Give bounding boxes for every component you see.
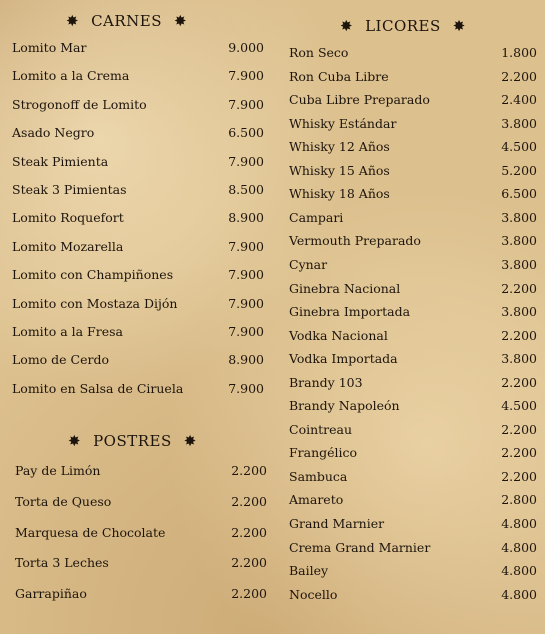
- menu-item-price: 7.900: [228, 96, 264, 112]
- carnes-title: CARNES: [91, 12, 163, 30]
- menu-item-price: 4.500: [501, 398, 537, 414]
- menu-item-name: Asado Negro: [12, 125, 95, 141]
- menu-item-row: [15, 555, 267, 570]
- menu-item-name: Pay de Limón: [15, 463, 101, 478]
- menu-item-name: Whisky 18 Años: [289, 186, 390, 202]
- menu-item-row: [289, 116, 537, 131]
- menu-item-name: Cuba Libre Preparado: [289, 92, 430, 108]
- menu-item-name: Amareto: [289, 492, 344, 508]
- menu-item-price: 2.200: [501, 421, 537, 437]
- menu-item-name: Lomito con Mostaza Dijón: [12, 295, 178, 311]
- menu-item-price: 3.800: [501, 233, 537, 249]
- menu-item-name: Vodka Nacional: [289, 327, 388, 343]
- menu-item-name: Brandy Napoleón: [289, 398, 400, 414]
- menu-item-row: [12, 210, 264, 225]
- menu-item-name: Cointreau: [289, 421, 353, 437]
- menu-item-price: 4.800: [501, 563, 537, 579]
- menu-item-price: 2.800: [501, 492, 537, 508]
- menu-item-row: [289, 351, 537, 366]
- menu-item-price: 4.800: [501, 586, 537, 602]
- menu-item-name: Lomo de Cerdo: [12, 352, 110, 368]
- menu-item-name: Vermouth Preparado: [289, 233, 421, 249]
- menu-item-row: [289, 304, 537, 319]
- menu-item-price: 8.500: [228, 182, 264, 197]
- menu-item-name: Whisky 15 Años: [289, 162, 390, 178]
- menu-item-price: 7.900: [228, 153, 264, 169]
- menu-item-row: [12, 267, 264, 282]
- menu-item-name: Lomito Mozarella: [12, 238, 124, 254]
- menu-item-price: 2.200: [231, 586, 267, 602]
- menu-item-row: [15, 463, 267, 478]
- menu-item-price: 4.800: [501, 539, 537, 555]
- menu-item-name: Crema Grand Marnier: [289, 539, 431, 555]
- menu-item-price: 7.900: [228, 324, 264, 339]
- licores-heading: [340, 17, 466, 35]
- menu-item-price: 2.400: [501, 92, 537, 108]
- postres-title: POSTRES: [93, 432, 172, 450]
- menu-item-price: 1.800: [501, 45, 537, 60]
- menu-item-name: Ron Seco: [289, 45, 349, 60]
- asterisk-ornament-icon: ✸: [452, 16, 466, 35]
- menu-item-row: [289, 233, 537, 248]
- asterisk-ornament-icon: ✸: [174, 11, 188, 30]
- menu-item-row: [12, 239, 264, 254]
- menu-item-name: Marquesa de Chocolate: [15, 524, 166, 540]
- menu-item-row: [289, 563, 537, 578]
- menu-item-row: [12, 68, 264, 83]
- menu-item-price: 7.900: [228, 380, 264, 396]
- menu-item-price: 7.900: [228, 68, 264, 84]
- menu-item-row: [12, 40, 264, 55]
- menu-item-row: [15, 494, 267, 509]
- menu-item-name: Steak 3 Pimientas: [12, 182, 127, 197]
- menu-item-row: [289, 398, 537, 413]
- menu-item-row: [289, 469, 537, 484]
- menu-item-name: Strogonoff de Lomito: [12, 96, 147, 112]
- menu-item-name: Frangélico: [289, 445, 358, 461]
- menu-item-price: 7.900: [228, 238, 264, 254]
- menu-item-row: [289, 257, 537, 272]
- menu-item-row: [289, 210, 537, 225]
- menu-item-row: [289, 516, 537, 531]
- menu-item-row: [289, 375, 537, 390]
- menu-item-price: 2.200: [501, 280, 537, 296]
- menu-item-row: [12, 125, 264, 140]
- menu-item-price: 7.900: [228, 267, 264, 283]
- asterisk-ornament-icon: ✸: [66, 11, 80, 30]
- menu-item-name: Ginebra Importada: [289, 304, 411, 320]
- menu-item-name: Whisky 12 Años: [289, 139, 390, 155]
- asterisk-ornament-icon: ✸: [340, 16, 354, 35]
- carnes-heading: [66, 12, 187, 30]
- menu-item-name: Campari: [289, 209, 344, 225]
- menu-item-price: 9.000: [228, 40, 264, 55]
- menu-item-price: 4.500: [501, 139, 537, 155]
- menu-item-name: Vodka Importada: [289, 351, 398, 367]
- menu-item-name: Whisky Estándar: [289, 115, 397, 131]
- menu-item-row: [12, 352, 264, 367]
- menu-item-price: 2.200: [231, 555, 267, 571]
- menu-item-row: [12, 381, 264, 396]
- menu-item-row: [289, 445, 537, 460]
- menu-item-name: Bailey: [289, 563, 329, 579]
- menu-item-row: [12, 182, 264, 197]
- menu-item-row: [289, 492, 537, 507]
- menu-item-name: Lomito a la Crema: [12, 68, 130, 84]
- menu-item-price: 2.200: [231, 524, 267, 540]
- menu-item-price: 2.200: [501, 374, 537, 390]
- menu-item-name: Ron Cuba Libre: [289, 68, 389, 84]
- menu-item-price: 4.800: [501, 516, 537, 531]
- menu-item-price: 2.200: [501, 468, 537, 484]
- menu-item-name: Lomito en Salsa de Ciruela: [12, 380, 184, 396]
- menu-item-price: 8.900: [228, 210, 264, 226]
- menu-item-name: Nocello: [289, 586, 338, 602]
- menu-item-row: [289, 69, 537, 84]
- menu-item-price: 3.800: [501, 304, 537, 320]
- menu-item-price: 7.900: [228, 295, 264, 311]
- menu-item-price: 2.200: [231, 463, 267, 478]
- menu-item-row: [289, 163, 537, 178]
- menu-item-row: [12, 296, 264, 311]
- menu-item-name: Torta 3 Leches: [15, 555, 109, 571]
- asterisk-ornament-icon: ✸: [183, 431, 197, 450]
- menu-item-price: 2.200: [501, 327, 537, 343]
- menu-item-price: 2.200: [501, 445, 537, 461]
- menu-item-row: [12, 154, 264, 169]
- menu-item-price: 5.200: [501, 162, 537, 178]
- menu-item-row: [289, 45, 537, 60]
- menu-item-name: Grand Marnier: [289, 516, 385, 531]
- menu-item-price: 3.800: [501, 351, 537, 367]
- menu-item-name: Lomito con Champiñones: [12, 267, 174, 283]
- menu-item-name: Torta de Queso: [15, 493, 112, 509]
- menu-item-name: Cynar: [289, 256, 328, 272]
- menu-item-name: Lomito a la Fresa: [12, 324, 123, 339]
- menu-item-price: 8.900: [228, 352, 264, 368]
- licores-title: LICORES: [365, 17, 441, 35]
- menu-item-name: Lomito Roquefort: [12, 210, 124, 226]
- menu-item-row: [12, 324, 264, 339]
- menu-item-row: [289, 587, 537, 602]
- menu-item-row: [289, 328, 537, 343]
- menu-item-name: Brandy 103: [289, 374, 363, 390]
- menu-item-price: 6.500: [501, 186, 537, 202]
- asterisk-ornament-icon: ✸: [68, 431, 82, 450]
- menu-item-name: Lomito Mar: [12, 40, 87, 55]
- menu-item-row: [289, 281, 537, 296]
- menu-item-row: [15, 525, 267, 540]
- menu-item-row: [289, 186, 537, 201]
- menu-item-name: Sambuca: [289, 468, 348, 484]
- menu-item-price: 2.200: [231, 493, 267, 509]
- menu-item-price: 6.500: [228, 125, 264, 141]
- menu-item-name: Garrapiñao: [15, 586, 87, 602]
- postres-heading: [68, 432, 197, 450]
- menu-item-price: 3.800: [501, 115, 537, 131]
- menu-item-row: [15, 586, 267, 601]
- menu-item-row: [289, 139, 537, 154]
- menu-item-name: Ginebra Nacional: [289, 280, 401, 296]
- menu-item-row: [12, 97, 264, 112]
- menu-item-name: Steak Pimienta: [12, 153, 109, 169]
- menu-item-price: 3.800: [501, 209, 537, 225]
- menu-item-price: 3.800: [501, 256, 537, 272]
- menu-item-row: [289, 540, 537, 555]
- menu-item-price: 2.200: [501, 68, 537, 84]
- menu-item-row: [289, 92, 537, 107]
- menu-item-row: [289, 422, 537, 437]
